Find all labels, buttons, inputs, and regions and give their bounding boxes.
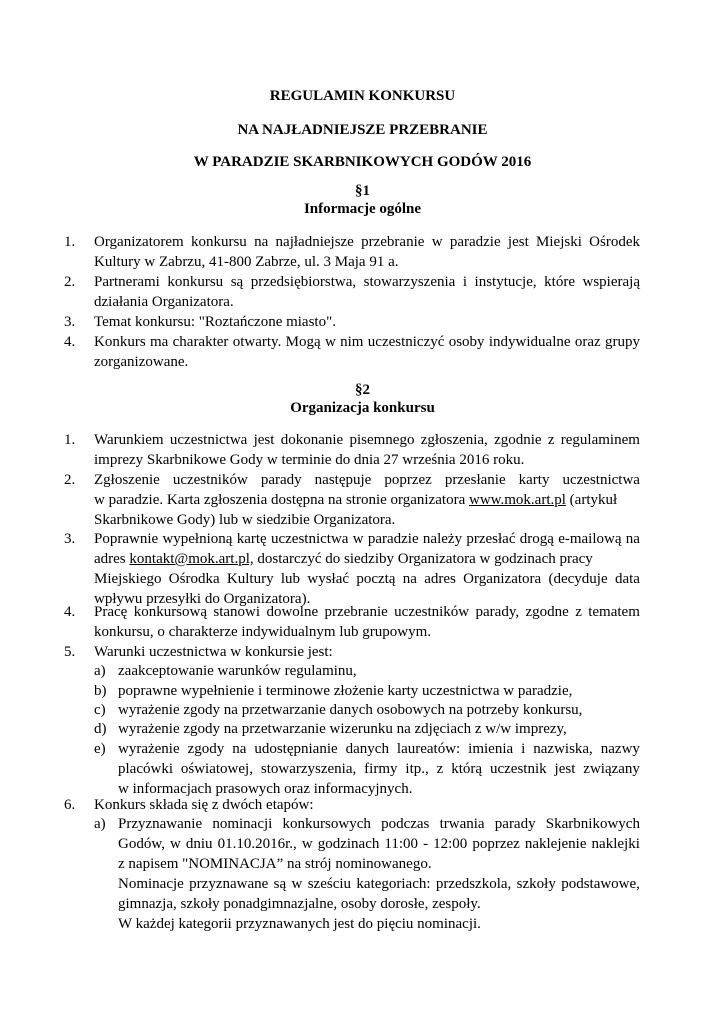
sub-letter: a) [94, 816, 106, 832]
word: są [273, 876, 287, 892]
item-text: (artykuł [565, 492, 618, 508]
word: i [462, 274, 468, 290]
item-line: poprawne wypełnienie i terminowe złożenie karty uczestnictwa w paradzie, [118, 683, 573, 699]
item-line: zaakceptowanie warunków regulaminu, [118, 663, 357, 679]
word: przedsiębiorstwa, [250, 274, 357, 290]
word: przebranie [361, 234, 425, 250]
word: na [232, 741, 247, 757]
word: Konkurs [94, 334, 146, 350]
sub-letter: b) [94, 683, 107, 699]
document-subtitle-2: W PARADZIE SKARBNIKOWYCH GODÓW 2016 [193, 154, 532, 170]
website-link[interactable]: www.mok.art.pl [468, 492, 566, 508]
word: Miejski [536, 234, 582, 250]
item-line: wpływu przesyłki do Organizatora). [94, 591, 311, 607]
word: ma [149, 334, 169, 350]
word: pocztą [356, 571, 396, 587]
item-line [94, 232, 640, 252]
word: przyznawane [189, 876, 269, 892]
word: placówki [118, 761, 173, 777]
item-line [94, 430, 640, 450]
sub-letter: c) [94, 702, 106, 718]
item-line: zorganizowane. [94, 354, 189, 370]
word: na [625, 531, 640, 547]
word: karty [518, 472, 550, 488]
word: podczas [381, 816, 430, 832]
email-link[interactable]: kontakt@mok.art.pl, [129, 551, 254, 567]
document-title: REGULAMIN KONKURSU [269, 88, 456, 104]
item-line: gimnazja, szkoły ponadgimnazjalne, osoby dorosłe, zespoły. [118, 896, 481, 912]
word: trwania [439, 816, 485, 832]
word: przebranie [324, 604, 388, 620]
word: udostępnianie [254, 741, 338, 757]
word: zgłoszenia, [420, 432, 488, 448]
word: uczestnictwa [270, 531, 349, 547]
item-line [94, 272, 640, 292]
word: godzinach [317, 836, 380, 852]
word: w [352, 531, 364, 547]
word: poprzez [384, 472, 432, 488]
word: z [547, 432, 555, 448]
word: w [170, 836, 181, 852]
list-number: 1. [64, 234, 76, 250]
item-line [94, 332, 640, 352]
word: regulaminem [560, 432, 640, 448]
word: 11:00 [384, 836, 419, 852]
word: imienia [468, 741, 514, 757]
word: należy [422, 531, 463, 547]
word: 01.10.2016r., [217, 836, 297, 852]
item-line: imprezy Skarbnikowe Gody w terminie do dnia 27 września 2016 roku. [94, 452, 525, 468]
word: na [254, 234, 269, 250]
item-line [118, 739, 640, 759]
word: Poprawnie [94, 531, 159, 547]
word: dniu [185, 836, 213, 852]
word: Mogą [285, 334, 321, 350]
word: data [614, 571, 640, 587]
word: zgodne [525, 604, 569, 620]
word: dowolne [266, 604, 319, 620]
word: nominacji [212, 816, 273, 832]
word: w [301, 836, 313, 852]
word: w [324, 334, 336, 350]
word: tematem [588, 604, 640, 620]
item-line [118, 814, 640, 834]
word: nazwiska, [533, 741, 593, 757]
word: Nominacje [118, 876, 184, 892]
word: adres [424, 571, 456, 587]
word: oraz [574, 334, 601, 350]
item-line: z napisem "NOMINACJA” na strój nominowanego. [118, 856, 432, 872]
word: danych [345, 741, 389, 757]
list-number: 3. [64, 531, 76, 547]
word: otwarty. [232, 334, 282, 350]
word: Miejskiego [94, 571, 162, 587]
word: zgodnie [494, 432, 542, 448]
item-line: Warunki uczestnictwa w konkursie jest: [94, 644, 333, 660]
word: przedszkola, [435, 876, 512, 892]
word: Godów, [118, 836, 165, 852]
word: przesłać [466, 531, 516, 547]
item-line: Skarbnikowe Gody) lub w siedzibie Organizatora. [94, 512, 396, 528]
item-line [118, 759, 640, 779]
word: uczestniczyć [367, 334, 445, 350]
item-line [94, 490, 640, 510]
word: jest [554, 761, 576, 777]
word: na [402, 571, 417, 587]
item-line [118, 874, 640, 894]
list-number: 5. [64, 644, 76, 660]
word: kategoriach: [356, 876, 431, 892]
word: uczestników [172, 472, 248, 488]
word: Ośrodek [589, 234, 640, 250]
word: Kultury [226, 571, 274, 587]
word: firmy [364, 761, 398, 777]
item-line: działania Organizatora. [94, 294, 234, 310]
word: konkursu [167, 274, 224, 290]
word: Warunkiem [94, 432, 164, 448]
word: stanowi [213, 604, 261, 620]
word: Ośrodka [168, 571, 220, 587]
item-line: Konkurs składa się z dwóch etapów: [94, 797, 314, 813]
word: uczestnictwa [169, 432, 248, 448]
item-line: konkursu, o charakterze indywidualnym lub grupowym. [94, 624, 432, 640]
word: związany [583, 761, 640, 777]
item-line: Temat konkursu: "Roztańczone miasto". [94, 314, 336, 330]
word: - [423, 836, 429, 852]
word: grupy [604, 334, 640, 350]
word: w [291, 876, 303, 892]
word: e-mailową [558, 531, 622, 547]
document-subtitle: NA NAJŁADNIEJSZE PRZEBRANIE [237, 122, 488, 138]
word: z [436, 761, 444, 777]
sub-letter: a) [94, 663, 106, 679]
word: w [431, 234, 443, 250]
list-number: 2. [64, 472, 76, 488]
list-number: 3. [64, 314, 76, 330]
word: uczestnik [489, 761, 547, 777]
item-line [94, 470, 640, 490]
item-text: adres [94, 551, 130, 567]
list-number: 4. [64, 604, 76, 620]
word: jest [253, 432, 275, 448]
word: indywidualne [488, 334, 571, 350]
word: charakter [172, 334, 229, 350]
word: które [544, 274, 575, 290]
item-line [94, 549, 640, 569]
sub-letter: d) [94, 721, 107, 737]
item-line [94, 602, 640, 622]
item-line: w informacjach prasowych oraz informacyjnych. [118, 781, 413, 797]
word: kartę [236, 531, 267, 547]
word: naklejki [591, 836, 640, 852]
section-1-sign: §1 [355, 183, 370, 199]
word: 12:00 [433, 836, 468, 852]
word: stowarzyszenia [363, 274, 456, 290]
word: przesłanie [444, 472, 506, 488]
word: lub [280, 571, 301, 587]
word: dokonanie [280, 432, 344, 448]
word: którą [451, 761, 483, 777]
word: nim [340, 334, 364, 350]
item-text: dostarczyć do siedziby Organizatora w godzinach pracy [253, 551, 593, 567]
item-line: W każdej kategorii przyznawanych jest do pięciu nominacji. [118, 916, 481, 932]
item-line: wyrażenie zgody na przetwarzanie danych osobowych na potrzeby konkursu, [118, 702, 583, 718]
word: Organizatora [463, 571, 542, 587]
word: Skarbnikowych [545, 816, 640, 832]
list-number: 4. [64, 334, 76, 350]
item-line: Kultury w Zabrzu, 41-800 Zabrze, ul. 3 Maja 91 a. [94, 254, 399, 270]
word: Organizatorem [94, 234, 184, 250]
word: wyrażenie [118, 741, 180, 757]
word: parady [494, 816, 536, 832]
word: naklejenie [524, 836, 587, 852]
word: zgody [187, 741, 225, 757]
section-1-heading: Informacje ogólne [303, 201, 422, 217]
word: osoby [448, 334, 485, 350]
word: Zgłoszenie [94, 472, 160, 488]
item-text: w paradzie. Karta zgłoszenia dostępna na stronie organizatora [94, 492, 469, 508]
word: z [575, 604, 582, 620]
word: (decyduje [548, 571, 608, 587]
word: szkoły [516, 876, 556, 892]
section-2-heading: Organizacja konkursu [290, 400, 435, 416]
item-line [94, 529, 640, 549]
word: następuje [314, 472, 372, 488]
list-number: 2. [64, 274, 76, 290]
word: paradzie [367, 531, 419, 547]
word: najładniejsze [275, 234, 354, 250]
list-number: 6. [64, 797, 76, 813]
word: Pracę [94, 604, 128, 620]
word: sześciu [307, 876, 352, 892]
word: pisemnego [349, 432, 415, 448]
word: konkursową [133, 604, 208, 620]
word: konkursu [190, 234, 247, 250]
word: wspierają [582, 274, 640, 290]
section-2-sign: §2 [355, 382, 370, 398]
word: nazwy [600, 741, 640, 757]
item-line: wyrażenie zgody na przetwarzanie wizerunku na zdjęciach z w/w imprezy, [118, 721, 567, 737]
word: Partnerami [94, 274, 160, 290]
word: konkursowych [282, 816, 371, 832]
word: Przyznawanie [118, 816, 203, 832]
word: parady, [475, 604, 520, 620]
word: itp., [405, 761, 429, 777]
sub-letter: e) [94, 741, 106, 757]
word: i [521, 741, 526, 757]
word: oświatowej, [180, 761, 253, 777]
word: jest [507, 234, 529, 250]
list-number: 1. [64, 432, 76, 448]
word: podstawowe, [561, 876, 640, 892]
word: drogą [519, 531, 554, 547]
word: instytucje, [474, 274, 537, 290]
word: są [230, 274, 244, 290]
word: poprzez [472, 836, 520, 852]
word: parady [260, 472, 302, 488]
word: wypełnioną [162, 531, 233, 547]
item-line [94, 569, 640, 589]
word: uczestnictwa [562, 472, 640, 488]
word: wysłać [307, 571, 350, 587]
item-line [118, 834, 640, 854]
word: paradzie [449, 234, 501, 250]
word: uczestników [394, 604, 470, 620]
word: laureatów: [396, 741, 461, 757]
word: stowarzyszenia, [260, 761, 357, 777]
